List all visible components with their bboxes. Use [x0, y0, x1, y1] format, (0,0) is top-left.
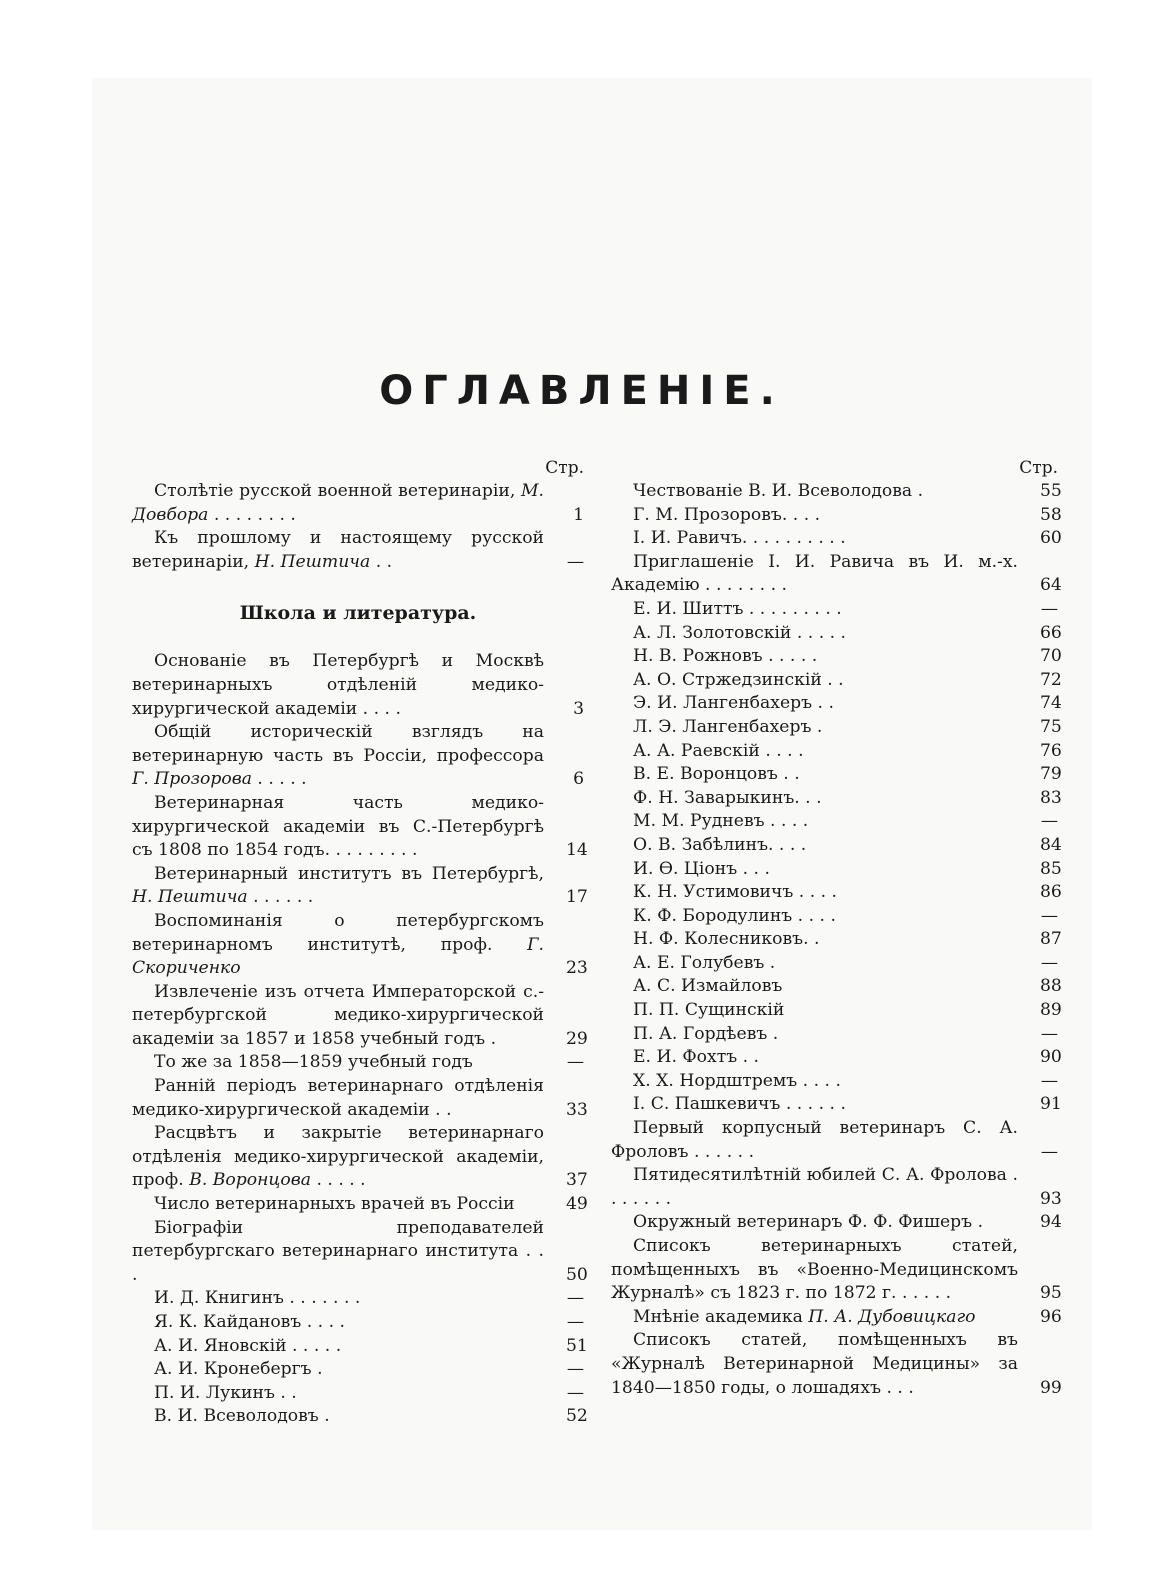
toc-entry[interactable]	[132, 1311, 584, 1335]
toc-entry[interactable]	[611, 1235, 1062, 1306]
toc-right-column	[611, 458, 1062, 1400]
entry-page: 85	[1040, 858, 1062, 879]
entry-title: Біографіи преподавателей петербургскаго ветеринарнаго института . . .	[132, 1217, 544, 1285]
entry-page: —	[566, 1382, 584, 1403]
entry-author: Г. Скориченко	[132, 934, 545, 979]
entry-title: К. Н. Устимовичъ . . . .	[633, 882, 838, 903]
entry-page: 72	[1040, 669, 1062, 690]
entry-page: 83	[1040, 787, 1062, 808]
entry-page: 50	[566, 1264, 588, 1285]
entry-page: 90	[1040, 1047, 1062, 1068]
entry-title: В. Е. Воронцовъ . .	[633, 764, 800, 785]
entry-title: Н. Ф. Колесниковъ. .	[633, 929, 820, 950]
toc-entry[interactable]	[611, 740, 1062, 764]
toc-entry[interactable]	[132, 1075, 588, 1122]
toc-entry[interactable]	[132, 1051, 584, 1075]
entry-page: 86	[1040, 882, 1062, 903]
entry-page: —	[1040, 1141, 1058, 1162]
toc-entry[interactable]	[611, 1306, 1062, 1330]
entry-page: 75	[1040, 716, 1062, 737]
entry-title: П. И. Лукинъ . .	[154, 1382, 297, 1403]
toc-entry[interactable]	[132, 650, 584, 721]
entry-title: Столѣтіе русской военной ветеринаріи,	[154, 481, 516, 501]
entry-page: 96	[1040, 1306, 1062, 1327]
entry-title: К. Ф. Бородулинъ . . . .	[633, 905, 836, 926]
toc-entry[interactable]	[611, 928, 1062, 952]
page-column-label: Стр.	[1019, 458, 1058, 478]
entry-title: И. Ѳ. Ціонъ . . .	[633, 858, 770, 879]
toc-entry[interactable]	[132, 527, 584, 574]
entry-title: То же за 1858—1859 учебный годъ	[154, 1052, 473, 1073]
entry-page: —	[1040, 598, 1058, 619]
entry-page: 66	[1040, 622, 1062, 643]
entry-page: 23	[566, 958, 588, 979]
entry-title: Е. И. Шиттъ . . . . . . . . .	[633, 598, 842, 619]
entry-author: Н. Пештича	[254, 551, 371, 572]
entry-page: 58	[1040, 504, 1062, 525]
entry-page: 74	[1040, 693, 1062, 714]
entry-title: А. Л. Золотовскій . . . . .	[633, 622, 847, 643]
entry-author: Н. Пештича	[132, 887, 248, 908]
entry-title: І. С. Пашкевичъ . . . . . .	[633, 1094, 846, 1115]
toc-entry[interactable]	[132, 1122, 588, 1193]
entry-page: 88	[1040, 976, 1062, 997]
entry-title: Я. К. Кайдановъ . . . .	[154, 1312, 345, 1332]
toc-entry[interactable]	[611, 1093, 1062, 1117]
entry-page: —	[566, 1359, 584, 1380]
toc-entry[interactable]	[611, 1023, 1058, 1047]
entry-page: —	[566, 1052, 584, 1073]
toc-entry[interactable]	[611, 480, 1062, 504]
entry-title: Н. В. Рожновъ . . . . .	[633, 646, 818, 667]
entry-title: Приглашеніе І. И. Равича въ И. м.-х. Академію . . . . . . . .	[611, 551, 1018, 596]
entry-title: Списокъ статей, помѣщенныхъ въ «Журналѣ Ветеринарной Медицины» за 1840—1850 годы, о лошадяхъ . . .	[611, 1330, 1018, 1398]
toc-entry[interactable]	[611, 1070, 1058, 1094]
toc-entry[interactable]	[611, 834, 1062, 858]
toc-entry[interactable]	[132, 910, 588, 981]
entry-title: В. И. Всеволодовъ .	[154, 1406, 330, 1427]
dot-leader: . . . . .	[251, 769, 307, 790]
toc-left-column	[132, 458, 588, 1429]
entry-title: Ф. Н. Заварыкинъ. . .	[633, 787, 822, 808]
entry-page: —	[1040, 952, 1058, 973]
entry-title: М. М. Рудневъ . . . .	[633, 811, 809, 832]
entry-title: Расцвѣтъ и закрытіе ветеринарнаго отдѣленія медико-хирургической академіи, проф.	[132, 1123, 544, 1191]
toc-entry[interactable]	[611, 787, 1062, 811]
entry-page: 93	[1040, 1188, 1062, 1209]
entry-page: —	[1040, 905, 1058, 926]
toc-entry[interactable]	[611, 1117, 1058, 1164]
entry-page: —	[566, 551, 584, 572]
toc-entry[interactable]	[611, 716, 1062, 740]
entry-page: —	[566, 1288, 584, 1309]
toc-entry[interactable]	[132, 1382, 584, 1406]
entry-title: Основаніе въ Петербургѣ и Москвѣ ветеринарныхъ отдѣленій медико-хирургической академіи . . . .	[132, 651, 544, 719]
entry-author: М. Довбора	[132, 481, 544, 525]
toc-entry[interactable]	[132, 1335, 588, 1359]
entry-title: Число ветеринарныхъ врачей въ Россіи	[154, 1194, 515, 1215]
toc-entry[interactable]	[611, 622, 1062, 646]
entry-author: В. Воронцова	[189, 1170, 312, 1191]
toc-entry[interactable]	[611, 645, 1062, 669]
entry-title: А. С. Измайловъ	[633, 976, 783, 997]
entry-page: 55	[1040, 481, 1062, 501]
entry-page: 84	[1040, 834, 1062, 855]
entry-page: 52	[566, 1406, 588, 1427]
entry-title: А. И. Яновскій . . . . .	[154, 1335, 342, 1356]
dot-leader: . . . . .	[311, 1170, 366, 1191]
toc-entry[interactable]	[611, 1046, 1062, 1070]
toc-entry[interactable]	[611, 975, 1062, 999]
entry-title: А. И. Кронебергъ .	[154, 1359, 323, 1380]
toc-entry[interactable]	[132, 721, 584, 792]
toc-entry[interactable]	[132, 863, 588, 910]
toc-entry[interactable]	[132, 1217, 588, 1288]
entry-page: —	[1040, 811, 1058, 832]
entry-page: 49	[566, 1194, 588, 1215]
toc-entry[interactable]	[611, 527, 1062, 551]
entry-page: —	[566, 1312, 584, 1332]
toc-entry[interactable]	[132, 1405, 588, 1429]
entry-page: 91	[1040, 1094, 1062, 1115]
dot-leader: . .	[370, 551, 393, 572]
entry-title: Х. Х. Нордштремъ . . . .	[633, 1070, 841, 1091]
entry-title: Общій историческій взглядъ на ветеринарную часть въ Россіи, профессора	[132, 722, 544, 766]
toc-entry[interactable]	[611, 763, 1062, 787]
entry-title: А. А. Раевскій . . . .	[633, 740, 804, 761]
toc-entry[interactable]	[132, 480, 584, 527]
entry-page: 37	[566, 1170, 588, 1191]
entry-title: Е. И. Фохтъ . .	[633, 1047, 759, 1068]
entry-title: Къ прошлому и настоящему русской ветеринаріи,	[132, 528, 544, 572]
entry-title: Первый корпусный ветеринаръ С. А. Фроловъ . . . . . .	[611, 1118, 1018, 1162]
entry-title: Г. М. Прозоровъ. . . .	[633, 504, 821, 525]
entry-title: Извлеченіе изъ отчета Императорской с.-петербургской медико-хирургической академіи за 1857 и 1858 учебный годъ .	[132, 981, 544, 1049]
entry-title: П. А. Гордѣевъ .	[633, 1023, 779, 1044]
entry-page: 99	[1040, 1377, 1062, 1398]
toc-entry[interactable]	[611, 692, 1062, 716]
page-column-label: Стр.	[545, 458, 584, 478]
entry-page: 76	[1040, 740, 1062, 761]
entry-title: Пятидесятилѣтній юбилей С. А. Фролова . . . . . . .	[611, 1165, 1018, 1209]
entry-page: 51	[566, 1335, 588, 1356]
entry-title: Ранній періодъ ветеринарнаго отдѣленія медико-хирургической академіи . .	[132, 1076, 544, 1120]
entry-title: Мнѣніе академика	[633, 1306, 803, 1327]
entry-page: 79	[1040, 764, 1062, 785]
toc-entry[interactable]	[611, 905, 1058, 929]
entry-title: Э. И. Лангенбахеръ . .	[633, 693, 834, 714]
toc-entry[interactable]	[132, 792, 588, 863]
entry-page: 94	[1040, 1212, 1062, 1233]
entry-page: 33	[566, 1099, 588, 1120]
entry-title: Ветеринарная часть медико-хирургической академіи въ С.-Петербургѣ съ 1808 по 1854 годъ. . . . . . . . .	[132, 792, 544, 861]
toc-entry[interactable]	[611, 669, 1062, 693]
entry-title: Ветеринарный институтъ въ Петербургѣ,	[154, 863, 544, 884]
toc-entry[interactable]	[611, 1329, 1062, 1400]
entry-page: 60	[1040, 528, 1062, 549]
page-title: ОГЛАВЛЕНІЕ.	[379, 368, 784, 414]
entry-page: 70	[1040, 646, 1062, 667]
toc-entry[interactable]	[611, 1164, 1062, 1211]
toc-entry[interactable]	[132, 981, 588, 1052]
entry-title: Воспоминанія о петербургскомъ ветеринарномъ институтѣ, проф.	[132, 910, 544, 955]
entry-page: 1	[573, 504, 584, 525]
entry-page: 29	[566, 1028, 588, 1049]
entry-page: 14	[566, 840, 588, 861]
entry-page: 89	[1040, 1000, 1062, 1021]
entry-page: —	[1040, 1070, 1058, 1091]
entry-title: П. П. Сущинскій	[633, 1000, 785, 1021]
entry-page: —	[1040, 1023, 1058, 1044]
entry-title: Окружный ветеринаръ Ф. Ф. Фишеръ .	[633, 1212, 984, 1233]
entry-page: 3	[573, 698, 584, 719]
entry-author: П. А. Дубовицкаго	[808, 1306, 976, 1327]
entry-title: И. Д. Книгинъ . . . . . . .	[154, 1288, 361, 1309]
entry-title: Л. Э. Лангенбахеръ .	[633, 716, 823, 737]
entry-page: 95	[1040, 1283, 1062, 1304]
toc-entry[interactable]	[611, 952, 1058, 976]
entry-title: А. Е. Голубевъ .	[633, 952, 776, 973]
toc-entry[interactable]	[611, 504, 1062, 528]
toc-entry[interactable]	[132, 1358, 584, 1382]
toc-entry[interactable]	[611, 999, 1062, 1023]
section-heading: Школа и литература.	[239, 602, 477, 625]
entry-page: 17	[566, 887, 588, 908]
toc-entry[interactable]	[611, 551, 1062, 598]
entry-page: 6	[573, 769, 584, 790]
toc-entry[interactable]	[132, 1193, 588, 1217]
entry-author: Г. Прозорова	[132, 769, 252, 790]
toc-entry[interactable]	[611, 810, 1058, 834]
dot-leader: . . . . . .	[247, 887, 314, 908]
toc-entry[interactable]	[611, 881, 1062, 905]
toc-entry[interactable]	[611, 598, 1058, 622]
toc-entry[interactable]	[132, 1287, 584, 1311]
entry-title: Чествованіе В. И. Всеволодова .	[633, 481, 924, 501]
entry-title: А. О. Стржедзинскій . .	[633, 669, 844, 690]
toc-entry[interactable]	[611, 1211, 1062, 1235]
dot-leader: . . . . . . . .	[208, 504, 296, 525]
entry-title: Списокъ ветеринарныхъ статей, помѣщенныхъ въ «Военно-Медицинскомъ Журналѣ» съ 1823 г. по 1872 г. . . . . .	[611, 1236, 1018, 1304]
entry-title: О. В. Забѣлинъ. . . .	[633, 834, 807, 855]
entry-page: 87	[1040, 929, 1062, 950]
entry-title: І. И. Равичъ. . . . . . . . . .	[633, 528, 846, 549]
toc-entry[interactable]	[611, 858, 1062, 882]
entry-page: 64	[1040, 575, 1062, 596]
